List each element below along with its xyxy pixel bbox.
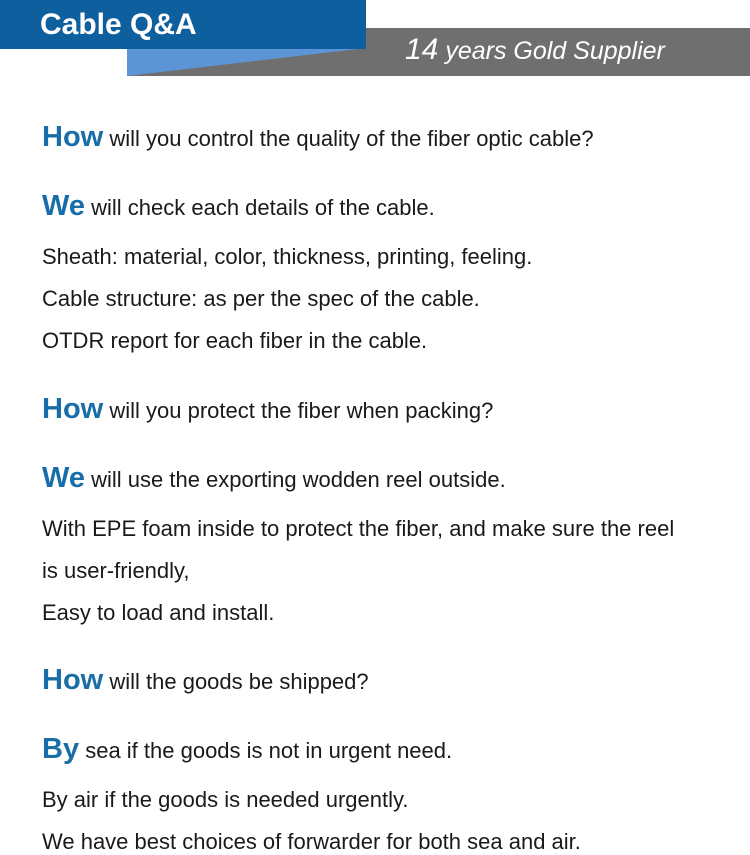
answer-text: sea if the goods is not in urgent need.: [85, 738, 453, 763]
answer-lead: By: [42, 733, 80, 765]
answer-detail: OTDR report for each fiber in the cable.: [42, 328, 428, 353]
question-lead: How: [42, 393, 104, 425]
answer-detail: Easy to load and install.: [42, 600, 275, 625]
answer-text: will use the exporting wodden reel outside.: [91, 467, 506, 492]
answer-detail: We have best choices of forwarder for both sea and air.: [42, 829, 581, 854]
answer-detail: is user-friendly,: [42, 558, 190, 583]
supplier-tagline: [405, 33, 665, 67]
header-banner: [0, 0, 750, 80]
answer-detail: With EPE foam inside to protect the fiber, and make sure the reel: [42, 516, 675, 541]
answer-lead: We: [42, 190, 85, 222]
answer-2: [42, 462, 506, 494]
question-lead: How: [42, 664, 104, 696]
question-2: [42, 393, 494, 425]
answer-lead: We: [42, 462, 85, 494]
answer-3: [42, 733, 453, 765]
tagline-text: years Gold Supplier: [445, 37, 665, 65]
question-text: will you protect the fiber when packing?: [109, 398, 494, 423]
answer-detail: By air if the goods is needed urgently.: [42, 787, 409, 812]
answer-detail: Cable structure: as per the spec of the cable.: [42, 286, 480, 311]
question-3: [42, 664, 369, 696]
question-1: [42, 121, 594, 153]
question-lead: How: [42, 121, 104, 153]
question-text: will the goods be shipped?: [109, 669, 369, 694]
question-text: will you control the quality of the fiber optic cable?: [109, 126, 594, 151]
page-title: Cable Q&A: [40, 8, 197, 41]
answer-1: [42, 190, 435, 222]
answer-text: will check each details of the cable.: [91, 195, 435, 220]
answer-detail: Sheath: material, color, thickness, printing, feeling.: [42, 244, 533, 269]
years-number: 14: [405, 33, 439, 66]
